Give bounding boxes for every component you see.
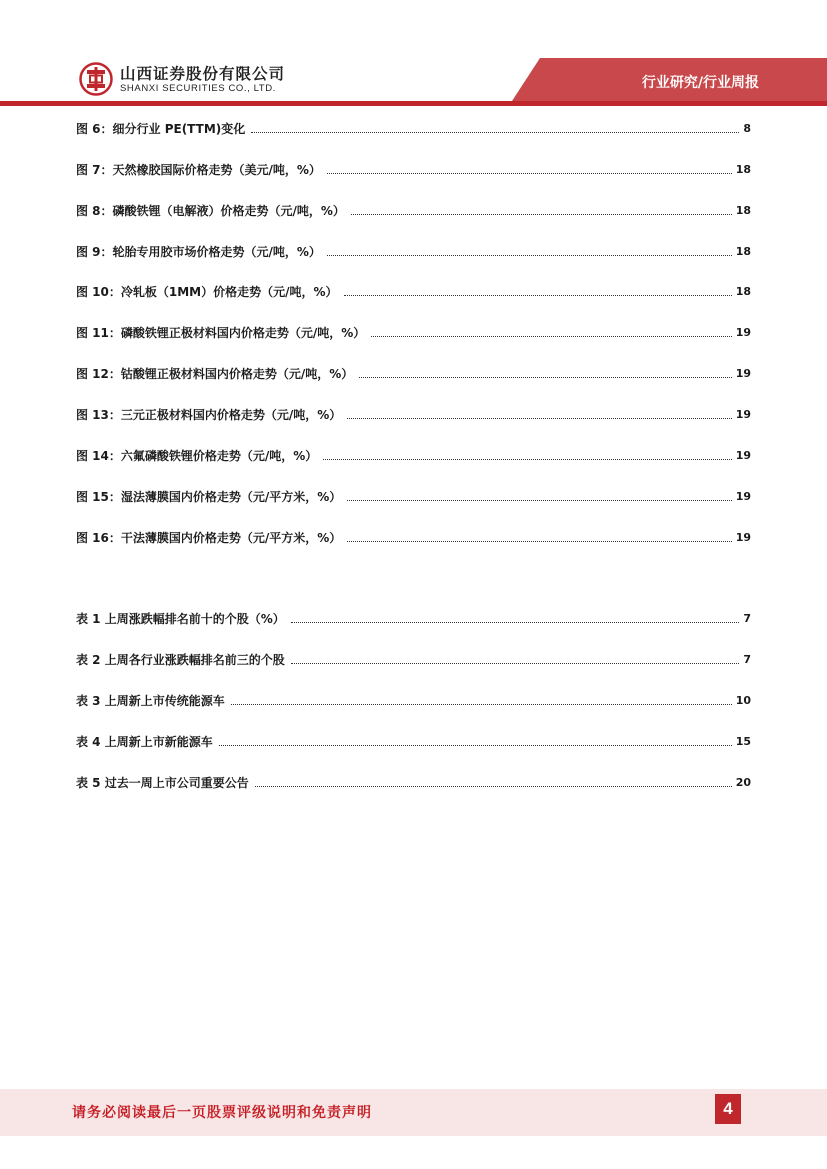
toc-page-number: 18 xyxy=(735,163,751,176)
toc-entry-label: 表 1 上周涨跌幅排名前十的个股（%） xyxy=(76,612,285,626)
toc-leader-dots xyxy=(327,173,732,174)
toc-page-number: 19 xyxy=(735,408,751,421)
toc-entry-figure-14[interactable] xyxy=(76,444,751,464)
toc-entry-figure-6[interactable] xyxy=(76,117,751,137)
toc-entry-label: 图 10：冷轧板（1MM）价格走势（元/吨，%） xyxy=(76,285,338,299)
toc-entry-label: 表 4 上周新上市新能源车 xyxy=(76,735,213,749)
toc-entry-label: 图 16：干法薄膜国内价格走势（元/平方米，%） xyxy=(76,531,342,545)
toc-entry-label: 图 6：细分行业 PE(TTM)变化 xyxy=(76,122,246,136)
toc-entry-label: 图 15：湿法薄膜国内价格走势（元/平方米，%） xyxy=(76,490,342,504)
toc-leader-dots xyxy=(251,132,739,133)
toc-leader-dots xyxy=(347,418,731,419)
toc-entry-figure-7[interactable] xyxy=(76,158,751,178)
toc-page-number: 19 xyxy=(735,531,751,544)
toc-leader-dots xyxy=(359,377,731,378)
toc-entry-table-1[interactable] xyxy=(76,607,751,627)
toc-page-number: 10 xyxy=(735,694,751,707)
toc-leader-dots xyxy=(371,336,731,337)
toc-entry-figure-11[interactable] xyxy=(76,321,751,341)
toc-entry-label: 图 9：轮胎专用胶市场价格走势（元/吨，%） xyxy=(76,245,321,259)
toc-leader-dots xyxy=(347,541,731,542)
toc-page-number: 7 xyxy=(743,612,751,625)
toc-entry-figure-9[interactable] xyxy=(76,240,751,260)
toc-entry-label: 表 3 上周新上市传统能源车 xyxy=(76,694,225,708)
toc-leader-dots xyxy=(219,745,732,746)
page-number: 4 xyxy=(715,1094,741,1124)
toc-page-number: 18 xyxy=(735,285,751,298)
section-tag: 行业研究/行业周报 xyxy=(641,75,759,91)
toc-page-number: 19 xyxy=(735,367,751,380)
toc-page-number: 18 xyxy=(735,245,751,258)
company-name-cn: 山西证券股份有限公司 xyxy=(120,65,286,83)
toc-entry-label: 图 8：磷酸铁锂（电解液）价格走势（元/吨，%） xyxy=(76,204,345,218)
toc-leader-dots xyxy=(291,622,740,623)
toc-page-number: 15 xyxy=(735,735,751,748)
toc-entry-label: 图 14：六氟磷酸铁锂价格走势（元/吨，%） xyxy=(76,449,318,463)
toc-leader-dots xyxy=(347,500,731,501)
toc-entry-figure-8[interactable] xyxy=(76,199,751,219)
toc-entry-label: 表 2 上周各行业涨跌幅排名前三的个股 xyxy=(76,653,285,667)
toc-page-number: 7 xyxy=(743,653,751,666)
toc-page-number: 20 xyxy=(735,776,751,789)
toc-entry-label: 表 5 过去一周上市公司重要公告 xyxy=(76,776,249,790)
toc-entry-label: 图 13：三元正极材料国内价格走势（元/吨，%） xyxy=(76,408,342,422)
company-name-en: SHANXI SECURITIES CO., LTD. xyxy=(120,83,276,94)
toc-entry-figure-12[interactable] xyxy=(76,362,751,382)
toc-entry-label: 图 7：天然橡胶国际价格走势（美元/吨，%） xyxy=(76,163,321,177)
toc-entry-table-3[interactable] xyxy=(76,689,751,709)
toc-page-number: 18 xyxy=(735,204,751,217)
toc-page-number: 8 xyxy=(743,122,751,135)
toc-entry-figure-16[interactable] xyxy=(76,526,751,546)
toc-page-number: 19 xyxy=(735,490,751,503)
toc-page-number: 19 xyxy=(735,326,751,339)
toc-entry-figure-13[interactable] xyxy=(76,403,751,423)
toc-leader-dots xyxy=(291,663,740,664)
toc-leader-dots xyxy=(351,214,732,215)
toc-leader-dots xyxy=(231,704,732,705)
toc-page-number: 19 xyxy=(735,449,751,462)
toc-entry-table-5[interactable] xyxy=(76,771,751,791)
toc-entry-label: 图 12：钴酸锂正极材料国内价格走势（元/吨，%） xyxy=(76,367,354,381)
toc-entry-figure-10[interactable] xyxy=(76,280,751,300)
toc-leader-dots xyxy=(323,459,731,460)
toc-entry-table-4[interactable] xyxy=(76,730,751,750)
toc-entry-label: 图 11：磷酸铁锂正极材料国内价格走势（元/吨，%） xyxy=(76,326,366,340)
toc-entry-figure-15[interactable] xyxy=(76,485,751,505)
footer-disclaimer: 请务必阅读最后一页股票评级说明和免责声明 xyxy=(72,1105,372,1121)
toc-leader-dots xyxy=(344,295,732,296)
toc-leader-dots xyxy=(327,255,732,256)
toc-entry-table-2[interactable] xyxy=(76,648,751,668)
toc-leader-dots xyxy=(255,786,732,787)
